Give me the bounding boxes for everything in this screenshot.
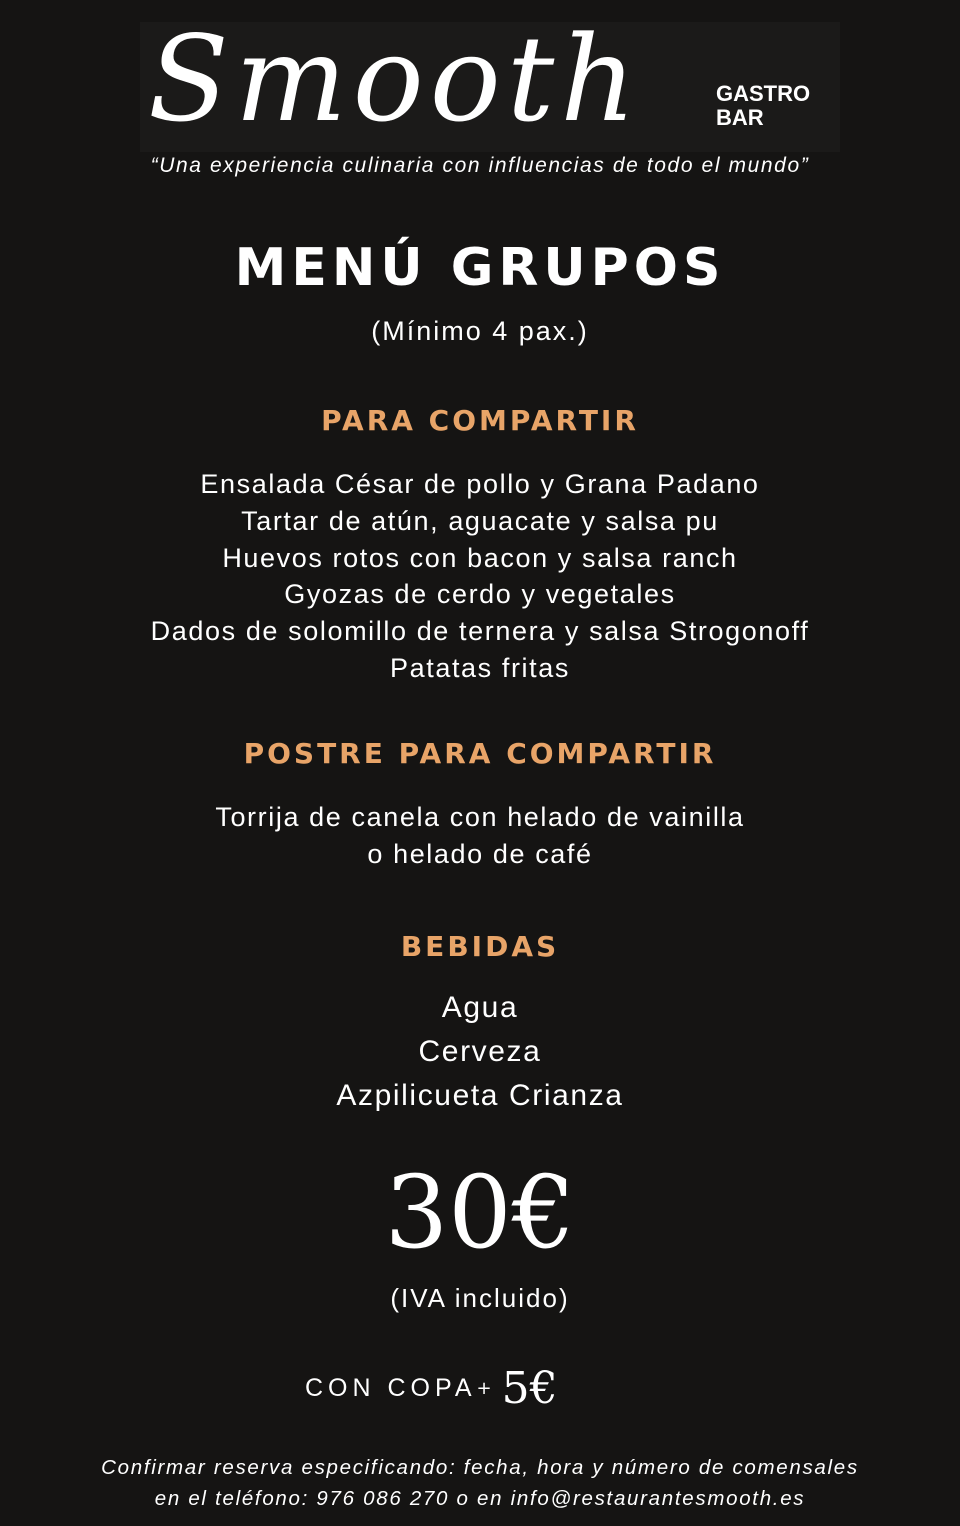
- logo-subtitle-line2: BAR: [716, 105, 764, 130]
- list-item: Dados de solomillo de ternera y salsa Strogonoff: [150, 616, 810, 647]
- list-item: Patatas fritas: [390, 652, 570, 683]
- list-item: Agua: [441, 991, 519, 1024]
- dish-list-postre: [0, 799, 960, 873]
- section-heading-postre: POSTRE PARA COMPARTIR: [243, 737, 717, 770]
- list-item: Torrija de canela con helado de vainilla: [215, 802, 745, 832]
- list-item: Gyozas de cerdo y vegetales: [284, 579, 676, 610]
- footer-line: Confirmar reserva especificando: fecha, hora y número de comensales: [101, 1456, 859, 1479]
- section-heading-bebidas: BEBIDAS: [400, 930, 560, 963]
- extra-drink-offer: [305, 1358, 558, 1418]
- list-item: Cerveza: [418, 1035, 542, 1068]
- list-item: Azpilicueta Crianza: [336, 1079, 624, 1112]
- list-item: Ensalada César de pollo y Grana Padano: [200, 469, 760, 499]
- menu-title: MENÚ GRUPOS: [234, 238, 726, 298]
- dish-list-compartir: [0, 466, 960, 687]
- list-item: Huevos rotos con bacon y salsa ranch: [222, 542, 738, 573]
- logo-wordmark: Smooth: [148, 10, 643, 148]
- footer-reservation: [0, 1452, 960, 1514]
- logo-subtitle-line1: GASTRO: [716, 81, 811, 106]
- logo-subtitle: [716, 82, 810, 130]
- plus-icon: +: [476, 1377, 492, 1399]
- extra-price: 5€: [501, 1362, 558, 1414]
- tagline: “Una experiencia culinaria con influencias de todo el mundo”: [150, 154, 810, 177]
- footer-line: en el teléfono: 976 086 270 o en info@restaurantesmooth.es: [154, 1487, 806, 1510]
- extra-label: CON COPA: [305, 1373, 477, 1402]
- list-item: o helado de café: [367, 838, 593, 869]
- menu-subtitle: (Mínimo 4 pax.): [371, 316, 589, 346]
- list-item: Tartar de atún, aguacate y salsa pu: [241, 505, 719, 536]
- drink-list: [0, 986, 960, 1118]
- section-heading-compartir: PARA COMPARTIR: [321, 404, 639, 437]
- price-note: (IVA incluido): [390, 1283, 570, 1313]
- menu-price: 30€: [384, 1154, 576, 1271]
